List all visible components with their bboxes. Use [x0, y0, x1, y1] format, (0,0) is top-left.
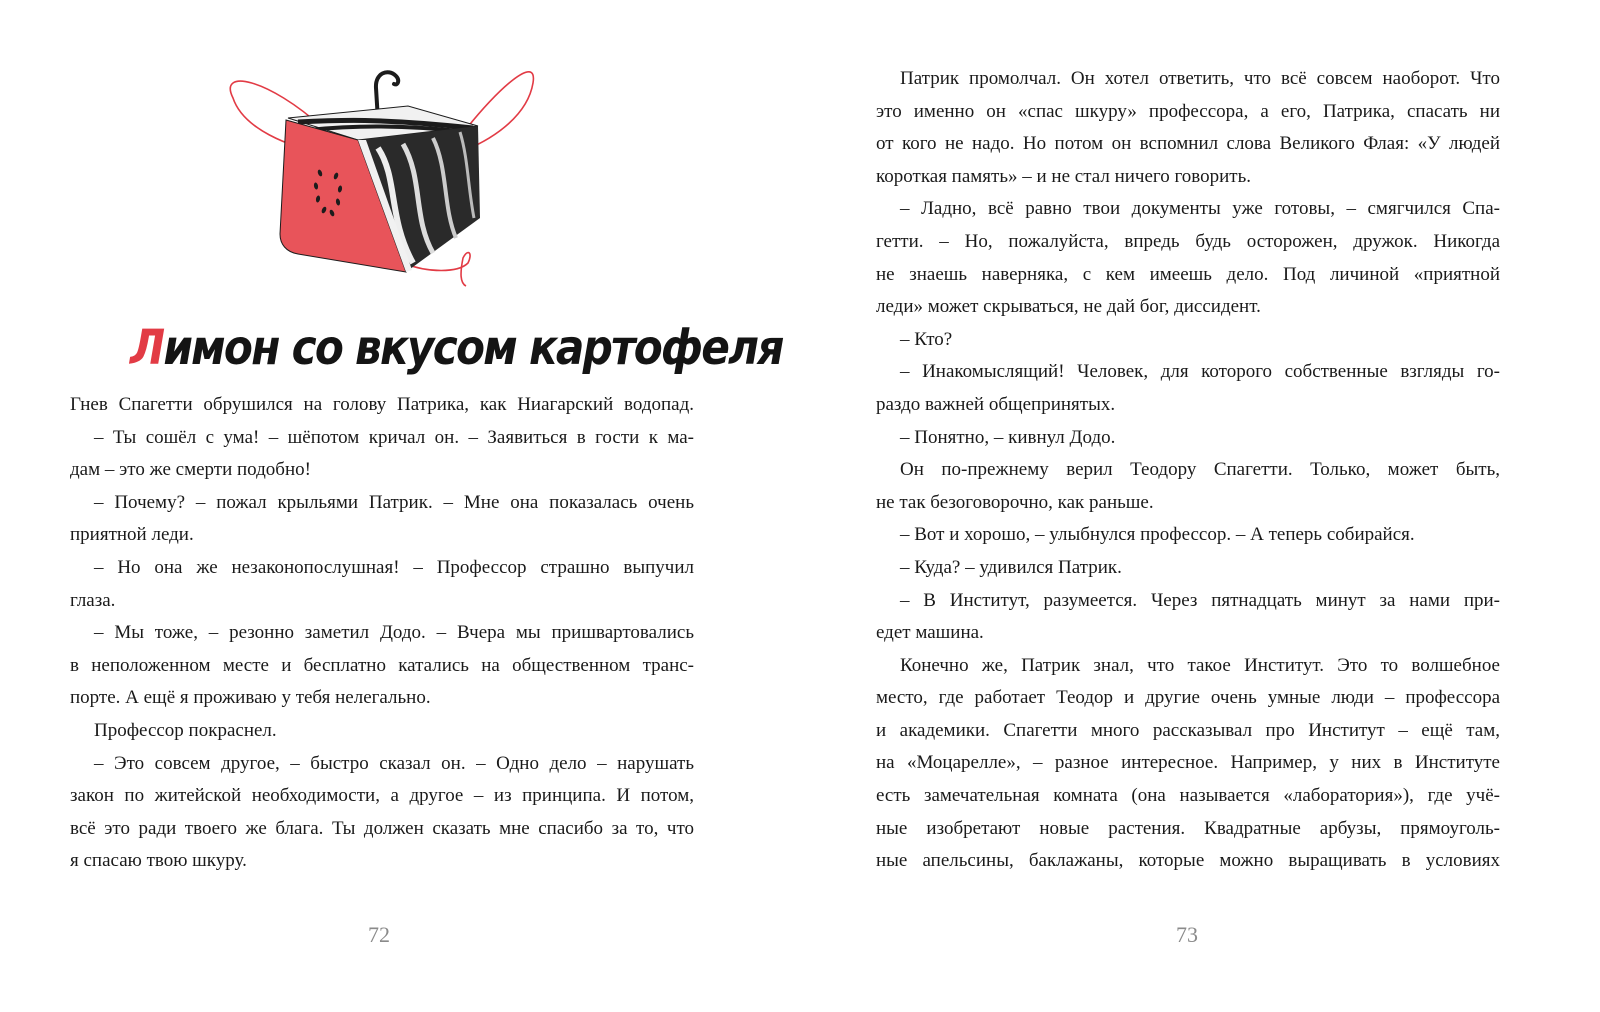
text-line: гетти. – Но, пожалуйста, впредь будь осторожен, дружок. Никогда: [876, 230, 1500, 252]
text-line: всё это ради твоего же блага. Ты должен сказать мне спасибо за то, что: [70, 817, 694, 839]
text-line: едет машина.: [876, 622, 984, 644]
text-line: есть замечательная комната (она называется «лаборатория»), где учё-: [876, 785, 1500, 807]
text-line: – Кто?: [900, 328, 953, 350]
text-line: – Вот и хорошо, – улыбнулся профессор. – А теперь собирайся.: [900, 524, 1415, 546]
chapter-title-initial: Л: [130, 320, 164, 376]
text-line: Конечно же, Патрик знал, что такое Институт. Это то волшебное: [900, 654, 1500, 676]
text-line: – Ладно, всё равно твои документы уже готовы, – смягчился Спа-: [900, 198, 1500, 220]
text-line: – Инакомыслящий! Человек, для которого собственные взгляды го-: [900, 361, 1500, 383]
text-line: это именно он «спас шкуру» профессора, а его, Патрика, спасать ни: [876, 100, 1500, 122]
text-line: и академики. Спагетти много рассказывал про Институт – ещё там,: [876, 719, 1500, 741]
square-watermelon-icon: [228, 58, 548, 294]
text-line: – Это совсем другое, – быстро сказал он. – Одно дело – нарушать: [94, 752, 694, 774]
text-line: короткая память» – и не стал ничего говорить.: [876, 165, 1252, 187]
chapter-title-text: имон со вкусом картофеля: [163, 320, 783, 376]
text-line: я спасаю твою шкуру.: [70, 850, 247, 872]
text-line: ные изобретают новые растения. Квадратные арбузы, прямоуголь-: [876, 817, 1500, 839]
chapter-title: [130, 308, 783, 388]
text-line: от кого не надо. Но потом он вспомнил слова Великого Флая: «У людей: [876, 133, 1500, 155]
text-line: порте. А ещё я проживаю у тебя нелегально.: [70, 687, 431, 709]
page-number-left: 72: [368, 922, 390, 947]
text-line: – Мы тоже, – резонно заметил Додо. – Вчера мы пришвартовались: [94, 622, 694, 644]
left-page: [0, 0, 790, 1012]
text-line: глаза.: [70, 589, 116, 611]
text-line: не знаешь наверняка, с кем имеешь дело. Под личиной «приятной: [876, 263, 1500, 285]
text-line: место, где работает Теодор и другие очень умные люди – профессора: [876, 687, 1500, 709]
page-number-right: 73: [1176, 922, 1198, 947]
text-line: Гнев Спагетти обрушился на голову Патрика, как Ниагарский водопад.: [70, 394, 694, 415]
text-line: Патрик промолчал. Он хотел ответить, что всё совсем наоборот. Что: [900, 68, 1500, 89]
text-line: – Куда? – удивился Патрик.: [900, 556, 1122, 578]
left-page-body: [70, 389, 694, 878]
text-line: на «Моцарелле», – разное интересное. Например, у них в Институте: [876, 752, 1500, 774]
text-line: – Но она же незаконопослушная! – Профессор страшно выпучил: [94, 556, 694, 578]
text-line: – Ты сошёл с ума! – шёпотом кричал он. – Заявиться в гости к ма-: [94, 426, 694, 448]
text-line: леди» может скрываться, не дай бог, диссидент.: [876, 296, 1261, 318]
text-line: – Почему? – пожал крыльями Патрик. – Мне она показалась очень: [94, 491, 694, 513]
text-line: в неположенном месте и бесплатно катались на общественном транс-: [70, 654, 694, 676]
text-line: закон по житейской необходимости, а другое – из принципа. И потом,: [70, 785, 694, 807]
text-line: приятной леди.: [70, 524, 194, 546]
text-line: – Понятно, – кивнул Додо.: [900, 426, 1116, 448]
text-line: Он по-прежнему верил Теодору Спагетти. Только, может быть,: [900, 459, 1500, 481]
text-line: раздо важней общепринятых.: [876, 393, 1116, 415]
text-line: – В Институт, разумеется. Через пятнадцать минут за нами при-: [900, 589, 1500, 611]
text-line: дам – это же смерти подобно!: [70, 459, 311, 481]
right-page-body: [876, 63, 1500, 878]
text-line: не так безоговорочно, как раньше.: [876, 491, 1154, 513]
text-line: ные апельсины, баклажаны, которые можно выращивать в условиях: [876, 850, 1500, 872]
text-line: Профессор покраснел.: [94, 719, 277, 741]
